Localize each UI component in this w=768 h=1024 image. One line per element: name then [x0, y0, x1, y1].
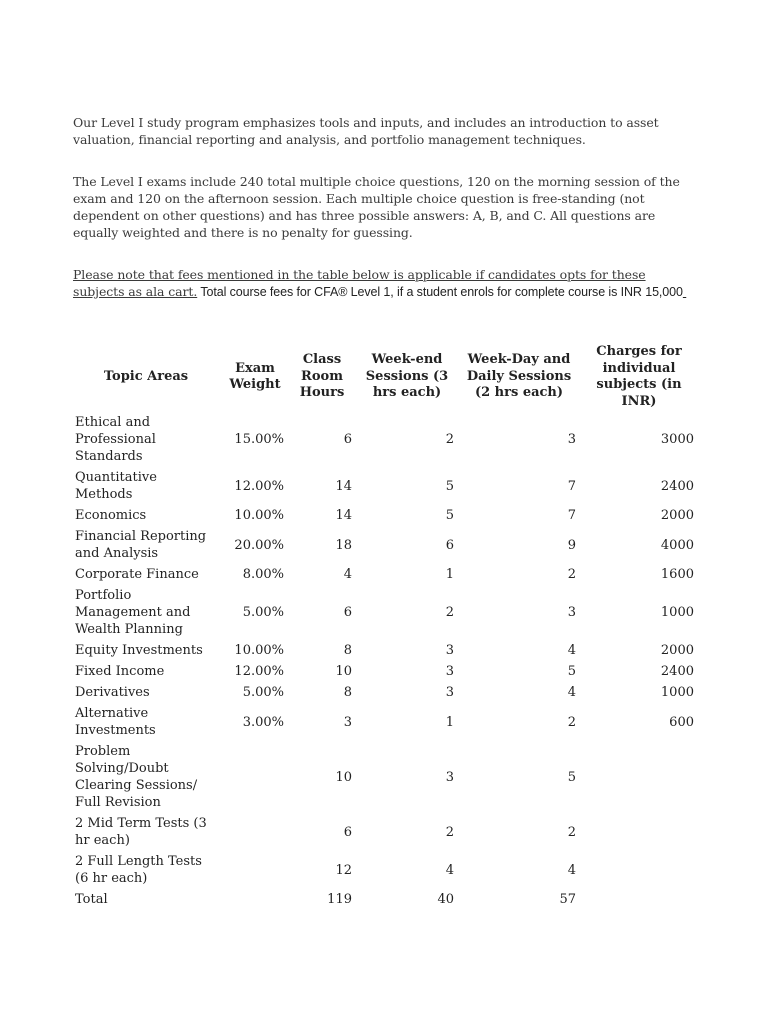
- cell-weekday-sessions: 57: [559, 892, 576, 907]
- cell-exam-weight: 15.00%: [234, 432, 284, 447]
- cell-class-room-hours: 6: [343, 605, 352, 620]
- cell-topic: Derivatives: [75, 685, 150, 700]
- cell-exam-weight: 8.00%: [242, 567, 284, 582]
- cell-topic: Financial Reporting and Analysis: [75, 529, 207, 561]
- cell-weekend-sessions: 4: [445, 862, 454, 878]
- header-weekday-sessions: Week-Day and Daily Sessions (2 hrs each): [466, 352, 572, 401]
- cell-weekday-sessions: 3: [567, 432, 576, 447]
- cell-exam-weight: 10.00%: [234, 508, 284, 523]
- cell-weekday-sessions: 9: [567, 537, 576, 553]
- cell-weekend-sessions: 3: [445, 769, 454, 785]
- cell-weekday-sessions: 4: [567, 643, 576, 658]
- table-row: [70, 813, 698, 851]
- cell-charges: 2400: [660, 478, 694, 494]
- cell-class-room-hours: 18: [335, 537, 352, 553]
- table-row: [70, 467, 698, 505]
- cell-exam-weight: [222, 813, 288, 851]
- cell-exam-weight: 20.00%: [234, 537, 284, 553]
- cell-topic: Ethical and Professional Standards: [75, 415, 156, 464]
- cell-topic: Portfolio Management and Wealth Planning: [75, 588, 191, 637]
- header-weekend-sessions: Week-end Sessions (3 hrs each): [365, 352, 449, 401]
- header-exam-weight: Exam Weight: [229, 360, 281, 392]
- cell-exam-weight: 5.00%: [242, 685, 284, 700]
- fees-note-underlined: Please note that fees mentioned in the table below is applicable if candidates opts for these subjects as ala cart.: [73, 267, 646, 299]
- header-row: [70, 342, 698, 412]
- cell-charges: 1000: [660, 605, 694, 620]
- cell-class-room-hours: 12: [335, 862, 352, 878]
- cell-charges: 2400: [660, 664, 694, 679]
- intro-paragraph-exam: The Level I exams include 240 total multiple choice questions, 120 on the morning session of the exam and 120 on the afternoon session. Each multiple choice question is free-standing (not dependent on other questions) and has three possible answers: A, B, and C. All questions are equally weighted and there is no penalty for guessing.: [73, 174, 680, 240]
- cell-weekend-sessions: 3: [445, 664, 454, 679]
- table-row: [70, 585, 698, 640]
- cell-class-room-hours: 8: [343, 643, 352, 658]
- cell-exam-weight: 5.00%: [242, 605, 284, 620]
- cell-charges: [580, 851, 698, 889]
- cell-weekend-sessions: 5: [445, 478, 454, 494]
- table-row: [70, 640, 698, 661]
- table-row: [70, 889, 698, 910]
- fees-table-header: [70, 342, 698, 412]
- cell-topic: 2 Mid Term Tests (3 hr each): [75, 816, 207, 848]
- cell-weekday-sessions: 4: [567, 685, 576, 700]
- header-topic-areas: Topic Areas: [103, 368, 189, 384]
- cell-class-room-hours: 6: [343, 824, 352, 840]
- cell-class-room-hours: 6: [343, 432, 352, 447]
- cell-weekend-sessions: 6: [445, 537, 454, 553]
- cell-charges: 1600: [660, 567, 694, 582]
- cell-weekday-sessions: 2: [567, 567, 576, 582]
- fees-note-total: Total course fees for CFA® Level 1, if a student enrols for complete course is INR 15,000: [197, 285, 683, 299]
- fees-table: [70, 342, 698, 910]
- cell-charges: 600: [669, 714, 694, 730]
- cell-weekday-sessions: 2: [567, 824, 576, 840]
- cell-weekend-sessions: 3: [445, 685, 454, 700]
- cell-charges: [580, 813, 698, 851]
- cell-class-room-hours: 8: [343, 685, 352, 700]
- cell-exam-weight: [222, 851, 288, 889]
- cell-charges: 3000: [660, 432, 694, 447]
- cell-charges: [580, 889, 698, 910]
- table-row: [70, 661, 698, 682]
- cell-weekday-sessions: 7: [567, 508, 576, 523]
- cell-topic: Total: [75, 892, 108, 907]
- cell-charges: [580, 741, 698, 813]
- cell-class-room-hours: 3: [343, 714, 352, 730]
- cell-class-room-hours: 10: [335, 769, 352, 785]
- cell-exam-weight: 3.00%: [242, 714, 284, 730]
- header-charges: Charges for individual subjects (in INR): [596, 344, 682, 409]
- cell-exam-weight: [222, 889, 288, 910]
- cell-weekend-sessions: 3: [445, 643, 454, 658]
- cell-exam-weight: 10.00%: [234, 643, 284, 658]
- cell-weekday-sessions: 4: [567, 862, 576, 878]
- cell-topic: Quantitative Methods: [75, 470, 157, 502]
- cell-weekday-sessions: 5: [567, 769, 576, 785]
- cell-exam-weight: 12.00%: [234, 664, 284, 679]
- cell-exam-weight: [222, 741, 288, 813]
- cell-weekend-sessions: 1: [445, 714, 454, 730]
- intro-paragraph-program: Our Level I study program emphasizes tools and inputs, and includes an introduction to asset valuation, financial reporting and analysis, and portfolio management techniques.: [73, 115, 659, 147]
- cell-charges: 4000: [660, 537, 694, 553]
- header-class-room-hours: Class Room Hours: [299, 352, 345, 401]
- fees-note-trailing-space: [683, 285, 686, 299]
- table-row: [70, 703, 698, 741]
- cell-weekday-sessions: 5: [567, 664, 576, 679]
- cell-weekday-sessions: 7: [567, 478, 576, 494]
- cell-charges: 2000: [660, 643, 694, 658]
- table-row: [70, 505, 698, 526]
- table-row: [70, 564, 698, 585]
- cell-topic: Alternative Investments: [75, 706, 156, 738]
- cell-charges: 2000: [660, 508, 694, 523]
- cell-topic: 2 Full Length Tests (6 hr each): [75, 854, 202, 886]
- table-row: [70, 526, 698, 564]
- cell-class-room-hours: 119: [327, 892, 352, 907]
- cell-weekday-sessions: 3: [567, 605, 576, 620]
- cell-topic: Problem Solving/Doubt Clearing Sessions/ Full Revision: [75, 744, 198, 810]
- cell-class-room-hours: 4: [343, 567, 352, 582]
- cell-weekend-sessions: 2: [445, 605, 454, 620]
- cell-weekend-sessions: 40: [437, 892, 454, 907]
- cell-topic: Corporate Finance: [75, 567, 199, 582]
- cell-charges: 1000: [660, 685, 694, 700]
- table-row: [70, 412, 698, 467]
- cell-exam-weight: 12.00%: [234, 478, 284, 494]
- cell-weekend-sessions: 2: [445, 432, 454, 447]
- cell-class-room-hours: 10: [335, 664, 352, 679]
- table-row: [70, 851, 698, 889]
- cell-weekday-sessions: 2: [567, 714, 576, 730]
- cell-topic: Equity Investments: [75, 643, 203, 658]
- cell-class-room-hours: 14: [335, 478, 352, 494]
- table-row: [70, 741, 698, 813]
- fees-note: [73, 266, 693, 301]
- cell-topic: Economics: [75, 508, 147, 523]
- cell-weekend-sessions: 1: [445, 567, 454, 582]
- fees-table-body: [70, 412, 698, 910]
- cell-topic: Fixed Income: [75, 664, 165, 679]
- table-row: [70, 682, 698, 703]
- cell-class-room-hours: 14: [335, 508, 352, 523]
- cell-weekend-sessions: 5: [445, 508, 454, 523]
- cell-weekend-sessions: 2: [445, 824, 454, 840]
